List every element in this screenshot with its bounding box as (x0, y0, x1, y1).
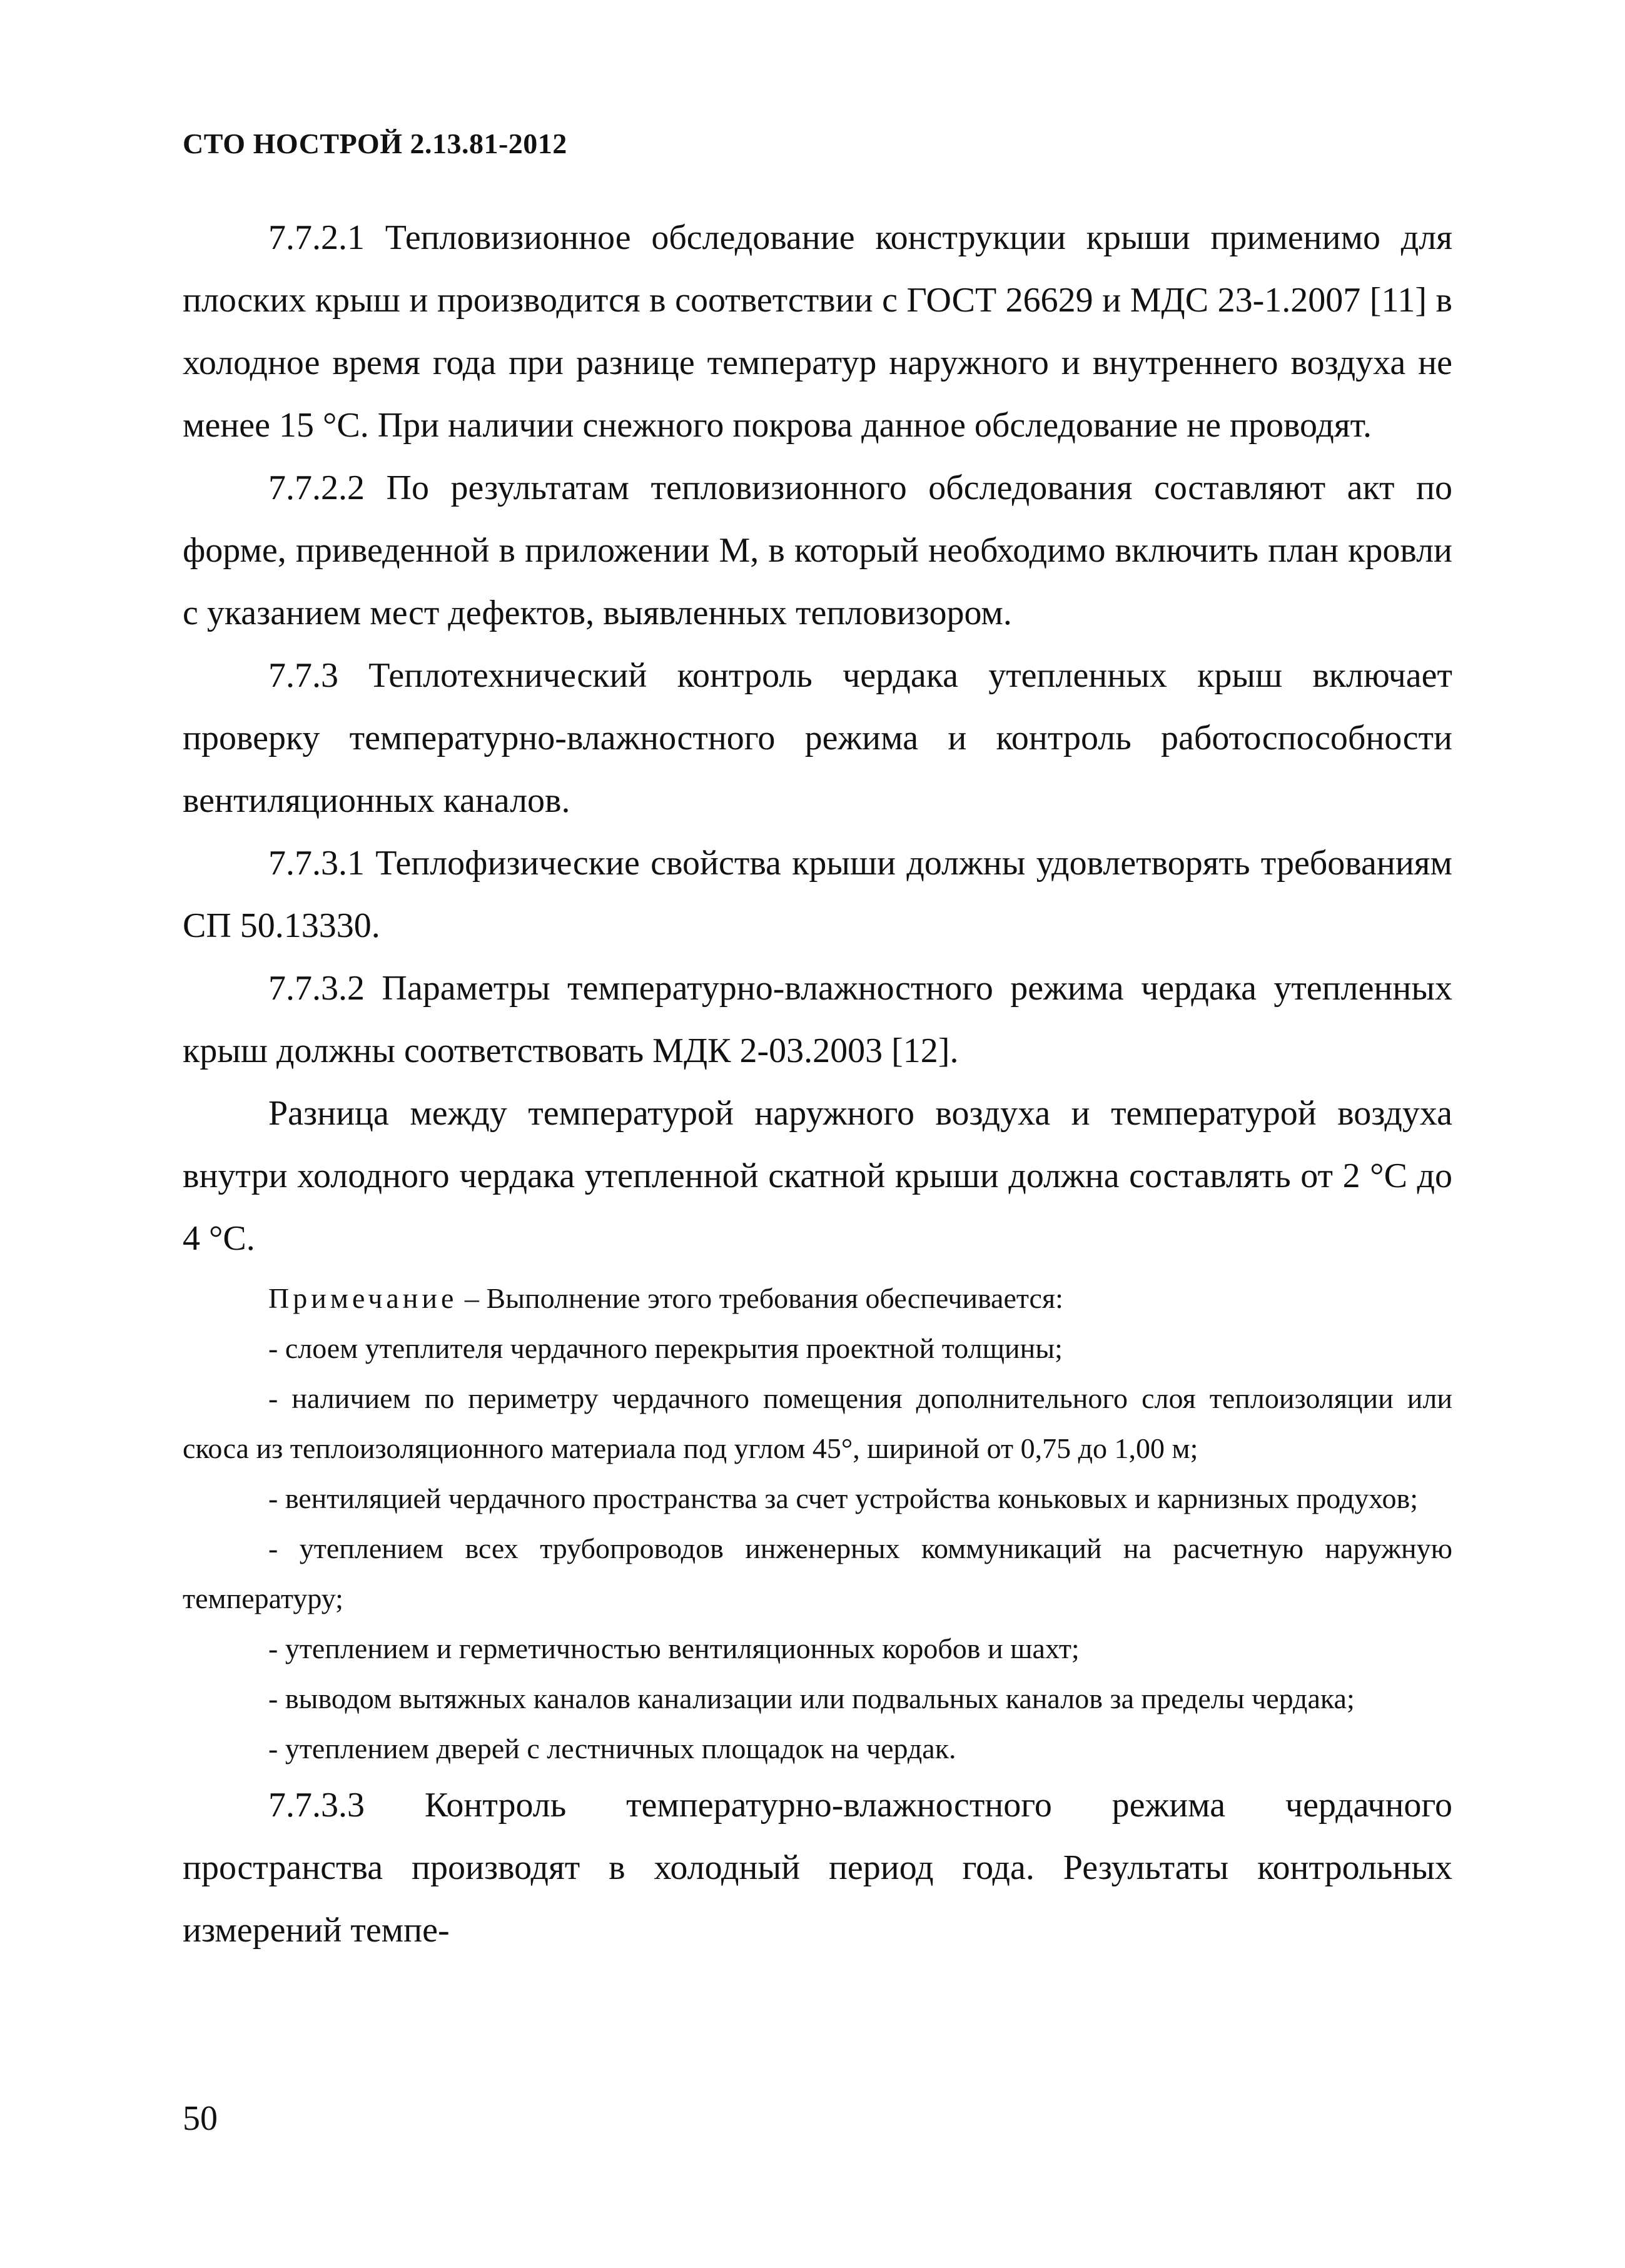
paragraph-7-7-2-1: 7.7.2.1 Тепловизионное обследование конструкции крыши применимо для плоских крыш и производится в соответствии с ГОСТ 26629 и МДС 23-1.2007 [11] в холодное время года при разнице температур наружного и внутреннего воздуха не менее 15 °С. При наличии снежного покрова данное обследование не проводят. (183, 218, 1452, 445)
note-item: - утеплением дверей с лестничных площадок на чердак. (268, 1733, 956, 1764)
note-item: - утеплением всех трубопроводов инженерных коммуникаций на расчетную наружную температуру; (183, 1532, 1452, 1614)
note-item: - слоем утеплителя чердачного перекрытия проектной толщины; (268, 1332, 1063, 1364)
paragraph-7-7-3: 7.7.3 Теплотехнический контроль чердака утепленных крыш включает проверку температурно-влажностного режима и контроль работоспособности вентиляционных каналов. (183, 656, 1452, 820)
paragraph-7-7-2-2: 7.7.2.2 По результатам тепловизионного обследования составляют акт по форме, приведенной в приложении М, в который необходимо включить план кровли с указанием мест дефектов, выявленных тепловизором. (183, 468, 1452, 632)
page-number: 50 (183, 2099, 218, 2138)
note-item: - выводом вытяжных каналов канализации или подвальных каналов за пределы чердака; (268, 1683, 1355, 1714)
note-block (183, 1273, 1452, 1774)
note-intro: – Выполнение этого требования обеспечивается: (457, 1282, 1063, 1314)
note-item: - наличием по периметру чердачного помещения дополнительного слоя теплоизоляции или скоса из теплоизоляционного материала под углом 45°, шириной от 0,75 до 1,00 м; (183, 1382, 1452, 1464)
paragraph-7-7-3-1: 7.7.3.1 Теплофизические свойства крыши должны удовлетворять требованиям СП 50.13330. (183, 844, 1452, 945)
note-item: - утеплением и герметичностью вентиляционных коробов и шахт; (268, 1633, 1080, 1664)
note-item: - вентиляцией чердачного пространства за счет устройства коньковых и карнизных продухов; (268, 1482, 1419, 1514)
paragraph-7-7-3-2: 7.7.3.2 Параметры температурно-влажностного режима чердака утепленных крыш должны соответствовать МДК 2-03.2003 [12]. (183, 969, 1452, 1070)
note-label: Примечание (268, 1282, 458, 1314)
paragraph-temperature-difference: Разница между температурой наружного воздуха и температурой воздуха внутри холодного чердака утепленной скатной крыши должна составлять от 2 °С до 4 °С. (183, 1094, 1452, 1258)
body-text (183, 206, 1452, 1962)
page-header: СТО НОСТРОЙ 2.13.81-2012 (183, 128, 567, 159)
paragraph-7-7-3-3: 7.7.3.3 Контроль температурно-влажностного режима чердачного пространства производят в холодный период года. Результаты контрольных измерений темпе- (183, 1786, 1452, 1950)
note-heading (183, 1273, 1452, 1324)
